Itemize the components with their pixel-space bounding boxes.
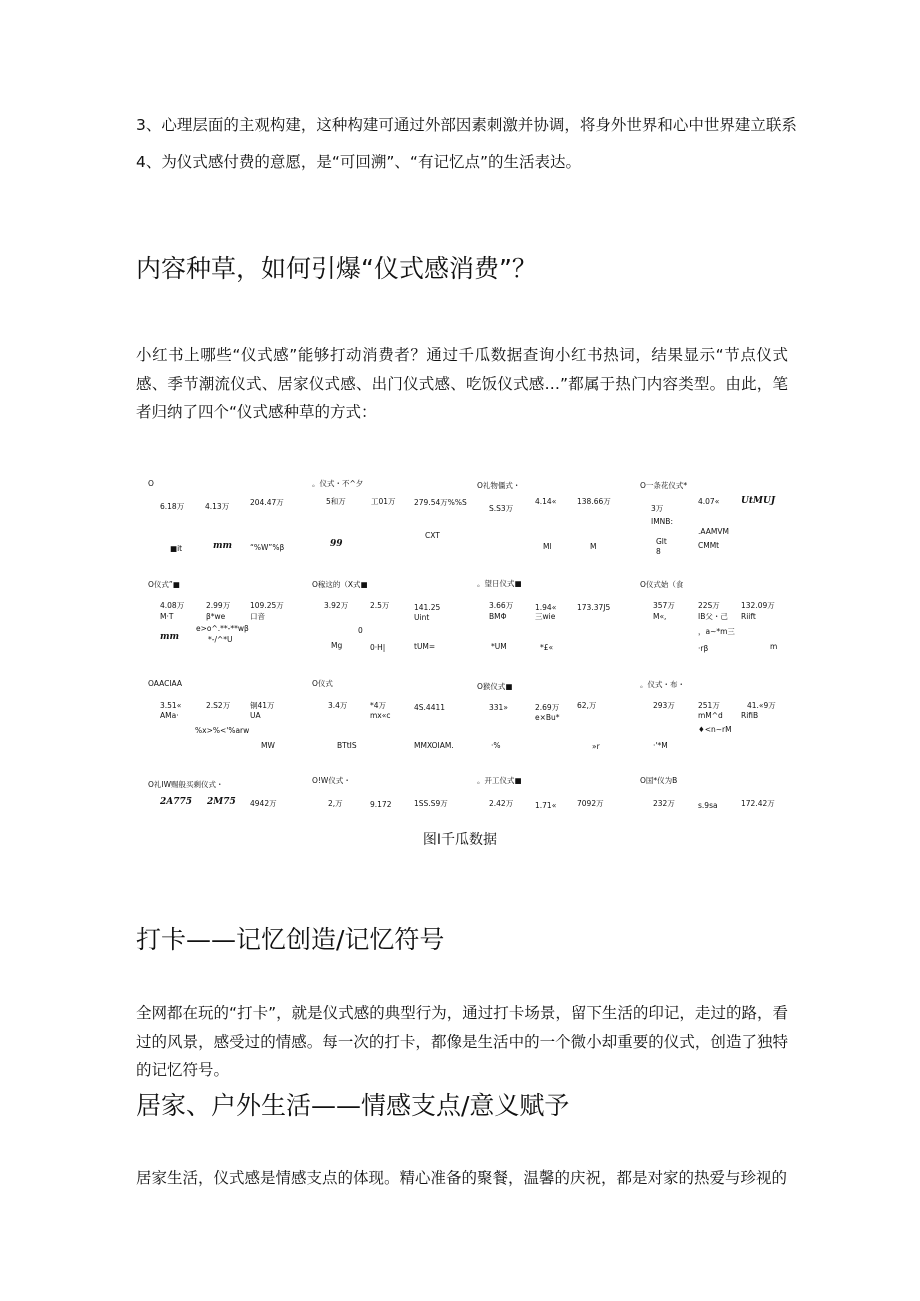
block-value: 3.51« [160,701,182,710]
block-value: 279.54万%%S [414,498,467,507]
block-value: 41.«9万 [747,701,776,710]
paragraph-intro: 小红书上哪些“仪式感”能够打动消费者？通过千瓜数据查询小红书热词，结果显示“节点仪式感、季节潮流仪式、居家仪式感、出门仪式感、吃饭仪式感…”都属于热门内容类型。由此，笔者归纳了四个“仪式感种草的方式： [136,346,788,421]
block-value: 141.25 [414,603,441,612]
block-value: s.9sa [698,801,718,810]
block-value: BMΦ [489,612,507,621]
block-value: 1SS.S9万 [414,799,448,808]
block-head: 。望日仪式■ [477,579,522,588]
block-value: CMMt [698,541,720,550]
block-value: *4万 [370,701,387,710]
block-value: AMa· [160,711,179,720]
block-value: mm [160,632,180,642]
block-value: 132.09万 [741,601,775,610]
block-head: O仪式始（食 [640,580,684,589]
block-value: S.S3万 [489,504,514,513]
block-value: %x>%<'%arw [195,726,250,735]
block-value: 4942万 [250,799,277,808]
section-title-checkin: 打卡——记忆创造/记忆符号 [136,925,445,954]
block-head: O仪式”■ [148,580,180,589]
block-value: 7092万 [577,799,604,808]
block-value: 251万 [698,701,720,710]
block-value: 5和万 [326,497,346,506]
block-value: 2M75 [207,797,236,807]
block-value: 4.07« [698,497,720,506]
block-value: 357万 [653,601,675,610]
block-value: 22S万 [698,601,720,610]
block-value: e>o^.**-**wβ [196,624,249,633]
figure-caption: 图I千瓜数据 [422,832,498,848]
block-value: *£« [540,643,554,652]
block-value: 8 [656,547,661,556]
paragraph-checkin: 全网都在玩的“打卡”，就是仪式感的典型行为，通过打卡场景，留下生活的印记，走过的路，看过的风景，感受过的情感。每一次的打卡，都像是生活中的一个微小却重要的仪式，创造了独特的记忆符号。 [136,1004,788,1079]
block-value: 3.92万 [324,601,349,610]
block-value: β*we [206,612,226,621]
block-value: BTtIS [337,741,357,750]
block-value: 4S.4411 [414,703,446,712]
block-value: IMNB: [651,517,673,526]
block-head: O稼这的（X式■ [312,580,368,589]
block-value: 3.66万 [489,601,514,610]
block-value: 2.5万 [370,601,390,610]
block-value: ■it [170,544,183,553]
block-value: 62,万 [577,701,597,710]
block-value: Riift [741,612,756,621]
block-value: ·'*M [653,741,668,750]
block-head: OAACIAA [148,679,183,688]
block-head: 。开工仪式■ [477,776,522,785]
block-head: O [148,479,154,488]
block-value: 204.47万 [250,498,284,507]
block-value: “%W”%β [250,543,285,552]
block-value: 138.66万 [577,497,611,506]
block-value: 1.94« [535,603,557,612]
block-value: M [590,542,597,551]
block-value: Ml [543,542,552,551]
section-title-home-outdoor: 居家、户外生活——情感支点/意义赋予 [136,1091,570,1120]
block-value: 工01万 [371,497,396,506]
block-value: MMXOIAM. [414,741,454,750]
block-head: 。仪式・布・ [640,680,685,689]
block-value: 1.71« [535,801,557,810]
block-head: O礼物僵式・ [477,481,521,490]
section-title-content-seeding: 内容种草，如何引爆“仪式感消费”？ [136,254,537,283]
block-value: 4.13万 [205,502,230,511]
block-value: ♦<n~rM [698,725,732,734]
block-value: 109.25万 [250,601,284,610]
block-value: e×Bu* [535,713,560,722]
block-value: 2.99万 [206,601,231,610]
block-value: 173.37J5 [577,603,611,612]
block-value: 232万 [653,799,675,808]
block-value: mx«c [370,711,391,720]
block-value: 口音 [250,612,265,621]
block-value: 2.69万 [535,703,560,712]
block-value: 3万 [651,504,664,513]
block-value: 2A775 [160,797,193,807]
block-value: 4.08万 [160,601,185,610]
block-value: UA [250,711,261,720]
list-item-3: 3、心理层面的主观构建，这种构建可通过外部因素刺激并协调，将身外世界和心中世界建立联系 [136,116,797,134]
block-value: *-/^*U [208,635,233,644]
block-value: 铜41万 [250,701,275,710]
block-value: 2.42万 [489,799,514,808]
block-head: O!W仪式・ [312,776,351,785]
block-head: O国*仪为B [640,776,678,785]
block-value: ·rβ [698,644,709,653]
block-value: 331» [489,703,508,712]
block-value: MW [261,741,275,750]
block-head: O仪式 [312,679,333,688]
block-value: mm [213,541,233,551]
block-head: 。仪式・不^夕 [312,479,364,488]
block-head: O一条花仪式* [640,481,688,490]
block-head: O礼IW赐般买剩仪式・ [148,780,224,789]
block-value: UtMUJ [741,496,776,506]
block-value: 三wie [535,612,556,621]
block-value: Mg [331,641,343,650]
block-value: 4.14« [535,497,557,506]
block-value: 0·H| [370,643,386,652]
block-value: 3.4万 [328,701,348,710]
block-head: O猴仪式■ [477,682,513,691]
block-value: 293万 [653,701,675,710]
block-value: M«, [653,612,667,621]
block-value: *UM [491,642,507,651]
block-value: M·T [160,612,174,621]
block-value: IB父・己 [698,612,728,621]
block-value: .AAMVM [698,527,729,536]
block-value: 2.S2万 [206,701,231,710]
block-value: ，a~*m三 [698,627,735,636]
block-value: Glt [656,537,667,546]
block-value: 9.172 [370,800,392,809]
block-value: 0 [358,626,363,635]
block-value: mM^d [698,711,723,720]
block-value: 99 [330,539,343,549]
block-value: 6.18万 [160,502,185,511]
block-value: 172.42万 [741,799,775,808]
block-value: tUM= [414,642,436,651]
block-value: 2,万 [328,799,343,808]
list-item-4: 4、为仪式感付费的意愿，是“可回溯”、“有记忆点”的生活表达。 [136,153,581,171]
paragraph-home-outdoor: 居家生活，仪式感是情感支点的体现。精心准备的聚餐，温馨的庆祝，都是对家的热爱与珍视的 [136,1169,788,1187]
block-value: CXT [425,531,440,540]
block-value: ·% [491,741,501,750]
block-value: RifiB [741,711,759,720]
block-value: m [770,642,778,651]
block-value: »r [592,742,600,751]
block-value: Uint [414,613,430,622]
